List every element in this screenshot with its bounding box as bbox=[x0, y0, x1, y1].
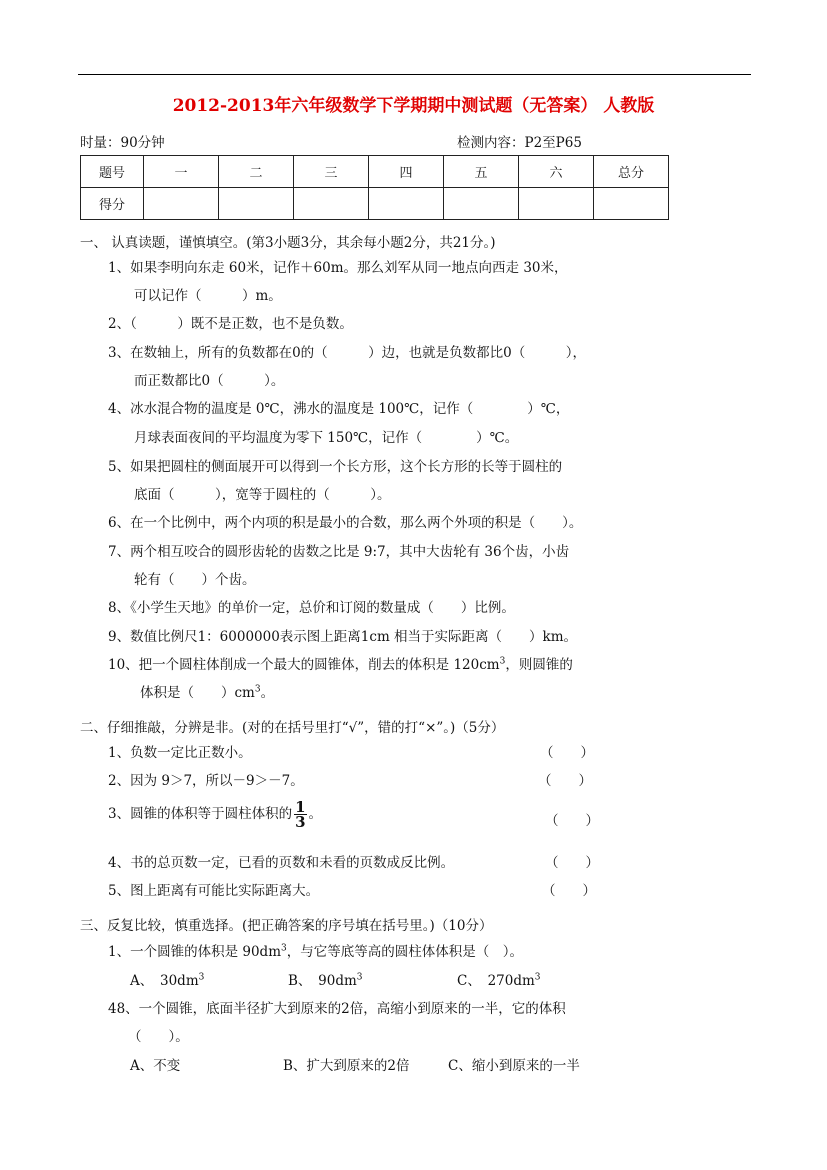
question-text: 轮有（ ）个齿。 bbox=[134, 572, 256, 588]
question-text-part: 3、圆锥的体积等于圆柱体积的 bbox=[108, 806, 293, 822]
choice-c[interactable] bbox=[457, 969, 541, 989]
score-cell[interactable] bbox=[444, 188, 519, 220]
question-text: 而正数都比0（ ）。 bbox=[134, 373, 285, 389]
page-title: 2012-2013年六年级数学下学期期中测试题（无答案） 人教版 bbox=[172, 96, 655, 116]
question-text bbox=[108, 653, 573, 673]
score-row-label: 得分 bbox=[81, 188, 144, 220]
score-header-cell: 题号 bbox=[81, 156, 144, 188]
score-header-cell: 六 bbox=[519, 156, 594, 188]
score-header-cell: 五 bbox=[444, 156, 519, 188]
question-text-part: 1、一个圆锥的体积是 90dm bbox=[108, 944, 282, 960]
question-text bbox=[108, 940, 523, 960]
question-text bbox=[108, 800, 322, 829]
exam-scope: 检测内容：P2至P65 bbox=[457, 135, 582, 151]
choice-text: C、 270dm bbox=[457, 973, 535, 989]
question-text-part: ，则圆锥的 bbox=[505, 657, 573, 673]
section-3-heading: 三、反复比较，慎重选择。(把正确答案的序号填在括号里。)（10分） bbox=[80, 918, 493, 934]
score-cell[interactable] bbox=[294, 188, 369, 220]
question-text: 底面（ ），宽等于圆柱的（ ）。 bbox=[134, 487, 391, 503]
superscript: 3 bbox=[499, 656, 506, 667]
answer-paren[interactable]: （ ） bbox=[540, 745, 594, 761]
question-text: 8、《小学生天地》的单价一定，总价和订阅的数量成（ ）比例。 bbox=[108, 600, 515, 616]
exam-time: 时量：90分钟 bbox=[80, 135, 165, 151]
score-header-cell: 三 bbox=[294, 156, 369, 188]
choice-b[interactable] bbox=[288, 969, 363, 989]
choice-b[interactable]: B、扩大到原来的2倍 bbox=[283, 1058, 410, 1074]
score-header-cell: 二 bbox=[219, 156, 294, 188]
score-table-header-row bbox=[81, 156, 669, 188]
superscript: 3 bbox=[198, 972, 205, 983]
question-text-part: ，与它等底等高的圆柱体体积是（ ）。 bbox=[286, 944, 523, 960]
superscript: 3 bbox=[281, 943, 287, 954]
score-cell[interactable] bbox=[369, 188, 444, 220]
header-rule bbox=[78, 74, 751, 75]
answer-paren[interactable]: （ ） bbox=[538, 773, 592, 789]
question-text: 4、书的总页数一定，已看的页数和未看的页数成反比例。 bbox=[108, 855, 455, 871]
superscript: 3 bbox=[356, 972, 363, 983]
fraction-denominator: 3 bbox=[295, 813, 306, 831]
answer-paren[interactable]: （ ） bbox=[542, 883, 596, 899]
score-cell[interactable] bbox=[219, 188, 294, 220]
question-text: 3、在数轴上，所有的负数都在0的（ ）边，也就是负数都比0（ ）， bbox=[108, 345, 587, 361]
question-text: 1、负数一定比正数小。 bbox=[108, 745, 252, 761]
question-text: 4、冰水混合物的温度是 0℃，沸水的温度是 100℃，记作（ ）℃， bbox=[108, 401, 570, 417]
question-text bbox=[140, 681, 274, 701]
score-table bbox=[80, 155, 669, 220]
question-text: 1、如果李明向东走 60米，记作＋60m。那么刘军从同一地点向西走 30米， bbox=[108, 260, 568, 276]
question-text: 48、一个圆锥，底面半径扩大到原来的2倍，高缩小到原来的一半，它的体积 bbox=[108, 1001, 566, 1017]
choice-a[interactable]: A、不变 bbox=[130, 1058, 181, 1074]
question-text: 6、在一个比例中，两个内项的积是最小的合数，那么两个外项的积是（ ）。 bbox=[108, 515, 583, 531]
superscript: 3 bbox=[254, 684, 261, 695]
score-table-score-row bbox=[81, 188, 669, 220]
question-text: 5、如果把圆柱的侧面展开可以得到一个长方形，这个长方形的长等于圆柱的 bbox=[108, 459, 563, 475]
answer-paren[interactable]: （ ） bbox=[545, 813, 599, 829]
choice-text: A、 30dm bbox=[130, 973, 199, 989]
answer-paren[interactable]: （ ） bbox=[545, 855, 599, 871]
question-text: 可以记作（ ）m。 bbox=[134, 288, 282, 304]
score-cell[interactable] bbox=[519, 188, 594, 220]
question-text-part: 10、把一个圆柱体削成一个最大的圆锥体，削去的体积是 120cm bbox=[108, 657, 500, 673]
fraction-numerator: 1 bbox=[295, 798, 306, 816]
score-cell[interactable] bbox=[594, 188, 669, 220]
score-header-cell: 总分 bbox=[594, 156, 669, 188]
question-text-part: 。 bbox=[308, 806, 323, 822]
question-text: 9、数值比例尺1：6000000表示图上距离1cm 相当于实际距离（ ）km。 bbox=[108, 629, 578, 645]
fraction-one-third bbox=[294, 800, 306, 829]
choice-a[interactable] bbox=[130, 969, 204, 989]
choice-c[interactable]: C、缩小到原来的一半 bbox=[448, 1058, 580, 1074]
score-cell[interactable] bbox=[144, 188, 219, 220]
choice-text: B、 90dm bbox=[288, 973, 357, 989]
question-text: 5、图上距离有可能比实际距离大。 bbox=[108, 883, 320, 899]
score-header-cell: 四 bbox=[369, 156, 444, 188]
score-header-cell: 一 bbox=[144, 156, 219, 188]
section-2-heading: 二、仔细推敲，分辨是非。(对的在括号里打“√”，错的打“×”。)（5分） bbox=[80, 720, 505, 736]
question-text: 月球表面夜间的平均温度为零下 150℃，记作（ ）℃。 bbox=[134, 430, 519, 446]
question-text: 7、两个相互咬合的圆形齿轮的齿数之比是 9:7，其中大齿轮有 36个齿，小齿 bbox=[108, 544, 570, 560]
superscript: 3 bbox=[534, 972, 541, 983]
question-text-part: 。 bbox=[260, 685, 275, 701]
question-text: （ ）。 bbox=[128, 1029, 189, 1045]
question-text: 2、因为 9＞7，所以－9＞－7。 bbox=[108, 773, 304, 789]
question-text: 2、（ ）既不是正数，也不是负数。 bbox=[108, 316, 353, 332]
section-1-heading: 一、 认真读题，谨慎填空。(第3小题3分，其余每小题2分，共21分。) bbox=[80, 235, 496, 251]
question-text-part: 体积是（ ）cm bbox=[140, 685, 255, 701]
